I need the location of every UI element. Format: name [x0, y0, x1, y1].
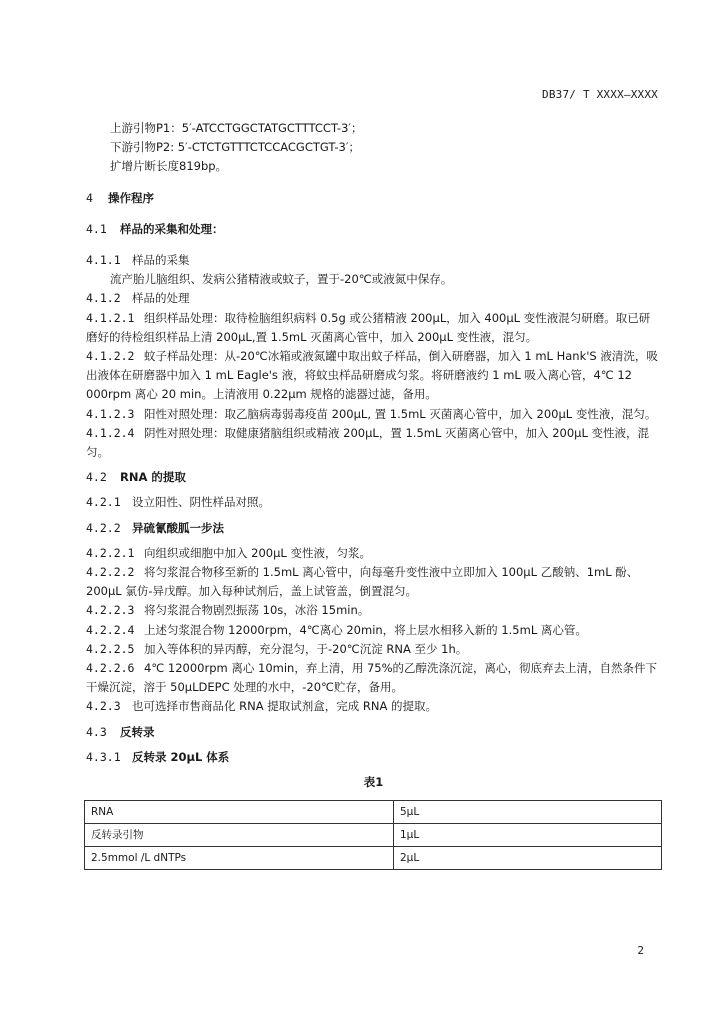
section-4-2-2-3 — [86, 601, 661, 620]
section-text: 组织样品处理：取待检脑组织病料 0.5g 或公猪精液 200μL，加入 400μL 变性液混匀研磨。取已研磨好的待检组织样品上清 200μL,置 1.5mL 灭菌离心管中，加入 200μL 变性液，混匀。 — [86, 310, 651, 344]
section-4-2-1 — [86, 493, 661, 512]
table-caption: 表1 — [363, 775, 384, 790]
section-4-3-heading — [86, 723, 661, 742]
section-number: 4.1 — [86, 221, 107, 236]
section-4-2-2-heading — [86, 519, 661, 538]
section-title: 样品的采集和处理： — [120, 221, 224, 236]
section-text: 设立阳性、阴性样品对照。 — [132, 495, 270, 510]
amplicon-length: 扩增片断长度819bp。 — [110, 159, 228, 174]
section-4-2-heading — [86, 468, 661, 487]
section-title: 异硫氰酸胍一步法 — [132, 520, 224, 535]
section-4-1-2-1 — [86, 309, 661, 347]
section-number: 4.1.2.4 — [86, 425, 135, 440]
section-title: 操作程序 — [108, 190, 154, 205]
section-4-2-2-1 — [86, 544, 661, 563]
document-id-header: DB37/ T XXXX—XXXX — [542, 88, 658, 101]
section-4-2-2-4 — [86, 621, 661, 640]
section-4-1-2-3 — [86, 405, 661, 424]
reagent-name-cell: RNA — [85, 801, 394, 824]
section-text: 蚊子样品处理：从-20℃冰箱或液氮罐中取出蚊子样品，倒入研磨器，加入 1 mL Hank'S 液清洗，吸出液体在研磨器中加入 1 mL Eagle's 液，将蚊虫样品研磨成匀浆。将研磨液约 1 mL 吸入离心管，4℃ 12 000rpm 离心 20 min。上清液用 0.22μm 规格的滤器过滤，备用。 — [86, 349, 658, 402]
section-number: 4.2.2.5 — [86, 641, 135, 656]
section-number: 4.2.2.1 — [86, 545, 135, 560]
section-title: 反转录 20μL 体系 — [132, 749, 230, 764]
section-text: 向组织或细胞中加入 200μL 变性液，匀浆。 — [144, 545, 371, 560]
section-4-1-2-heading — [86, 289, 661, 308]
section-4-1-2-2 — [86, 347, 661, 405]
section-number: 4.1.1 — [86, 253, 121, 268]
reagent-name-cell: 反转录引物 — [85, 824, 394, 847]
table-row — [85, 847, 662, 870]
section-4-2-2-6 — [86, 659, 661, 697]
section-4-2-2-2 — [86, 563, 661, 601]
section-number: 4.2.2 — [86, 520, 121, 535]
section-number: 4.2 — [86, 470, 107, 485]
section-number: 4.1.2.1 — [86, 310, 135, 325]
table-row — [85, 801, 662, 824]
section-number: 4.3.1 — [86, 749, 121, 764]
section-title: 样品的采集 — [132, 253, 190, 268]
table-row — [85, 824, 662, 847]
section-text: 加入等体积的异丙醇，充分混匀，于-20℃沉淀 RNA 至少 1h。 — [144, 641, 468, 656]
section-number: 4 — [86, 190, 93, 205]
primer-p2: 下游引物P2: 5′-CTCTGTTTCTCCACGCTGT-3′； — [110, 140, 360, 155]
section-title: RNA 的提取 — [120, 470, 186, 485]
section-number: 4.1.2.3 — [86, 406, 135, 421]
section-text: 上述匀浆混合物 12000rpm，4℃离心 20min，将上层水相移入新的 1.5mL 离心管。 — [144, 622, 587, 637]
reagent-amount-cell: 2μL — [394, 847, 662, 870]
section-text: 将匀浆混合物剧烈振荡 10s，冰浴 15min。 — [144, 603, 370, 618]
section-4-1-1-text: 流产胎儿脑组织、发病公猪精液或蚊子，置于-20℃或液氮中保存。 — [110, 272, 453, 287]
section-text: 将匀浆混合物移至新的 1.5mL 离心管中，向每毫升变性液中立即加入 100μL 乙酸钠、1mL 酚、200μL 氯仿-异戊醇。加入每种试剂后，盖上试管盖，倒置混匀。 — [86, 565, 639, 599]
section-number: 4.2.2.3 — [86, 603, 135, 618]
section-4-1-heading — [86, 220, 661, 239]
section-text: 4℃ 12000rpm 离心 10min，弃上清，用 75%的乙醇洗涤沉淀，离心，彻底弃去上清，自然条件下干燥沉淀，溶于 50μLDEPC 处理的水中，-20℃贮存，备用。 — [86, 661, 658, 695]
section-number: 4.1.2.2 — [86, 349, 135, 364]
section-4-2-2-5 — [86, 640, 661, 659]
primer-p1: 上游引物P1：5′-ATCCTGGCTATGCTTTCCT-3′； — [110, 121, 363, 135]
section-4-3-1-heading — [86, 748, 661, 767]
section-title: 样品的处理 — [132, 291, 190, 306]
section-text: 阳性对照处理：取乙脑病毒弱毒疫苗 200μL, 置 1.5mL 灭菌离心管中，加入 200μL 变性液，混匀。 — [144, 406, 657, 421]
reagent-table — [84, 800, 662, 870]
document-body — [86, 119, 661, 870]
section-text: 也可选择市售商品化 RNA 提取试剂盒，完成 RNA 的提取。 — [132, 699, 438, 714]
section-number: 4.2.3 — [86, 699, 121, 714]
section-title: 反转录 — [120, 724, 155, 739]
section-4-1-2-4 — [86, 424, 661, 462]
section-4-heading — [86, 189, 661, 208]
section-number: 4.2.2.6 — [86, 661, 135, 676]
section-number: 4.2.2.4 — [86, 622, 135, 637]
section-4-2-3 — [86, 697, 661, 716]
page-number: 2 — [637, 944, 644, 957]
section-number: 4.1.2 — [86, 291, 121, 306]
section-number: 4.2.2.2 — [86, 565, 135, 580]
reagent-amount-cell: 5μL — [394, 801, 662, 824]
section-number: 4.3 — [86, 724, 107, 739]
section-text: 阴性对照处理：取健康猪脑组织或精液 200μL，置 1.5mL 灭菌离心管中，加入 200μL 变性液，混匀。 — [86, 425, 650, 460]
reagent-amount-cell: 1μL — [394, 824, 662, 847]
section-number: 4.2.1 — [86, 495, 121, 510]
section-4-1-1-heading — [86, 251, 661, 270]
reagent-name-cell: 2.5mmol /L dNTPs — [85, 847, 394, 870]
